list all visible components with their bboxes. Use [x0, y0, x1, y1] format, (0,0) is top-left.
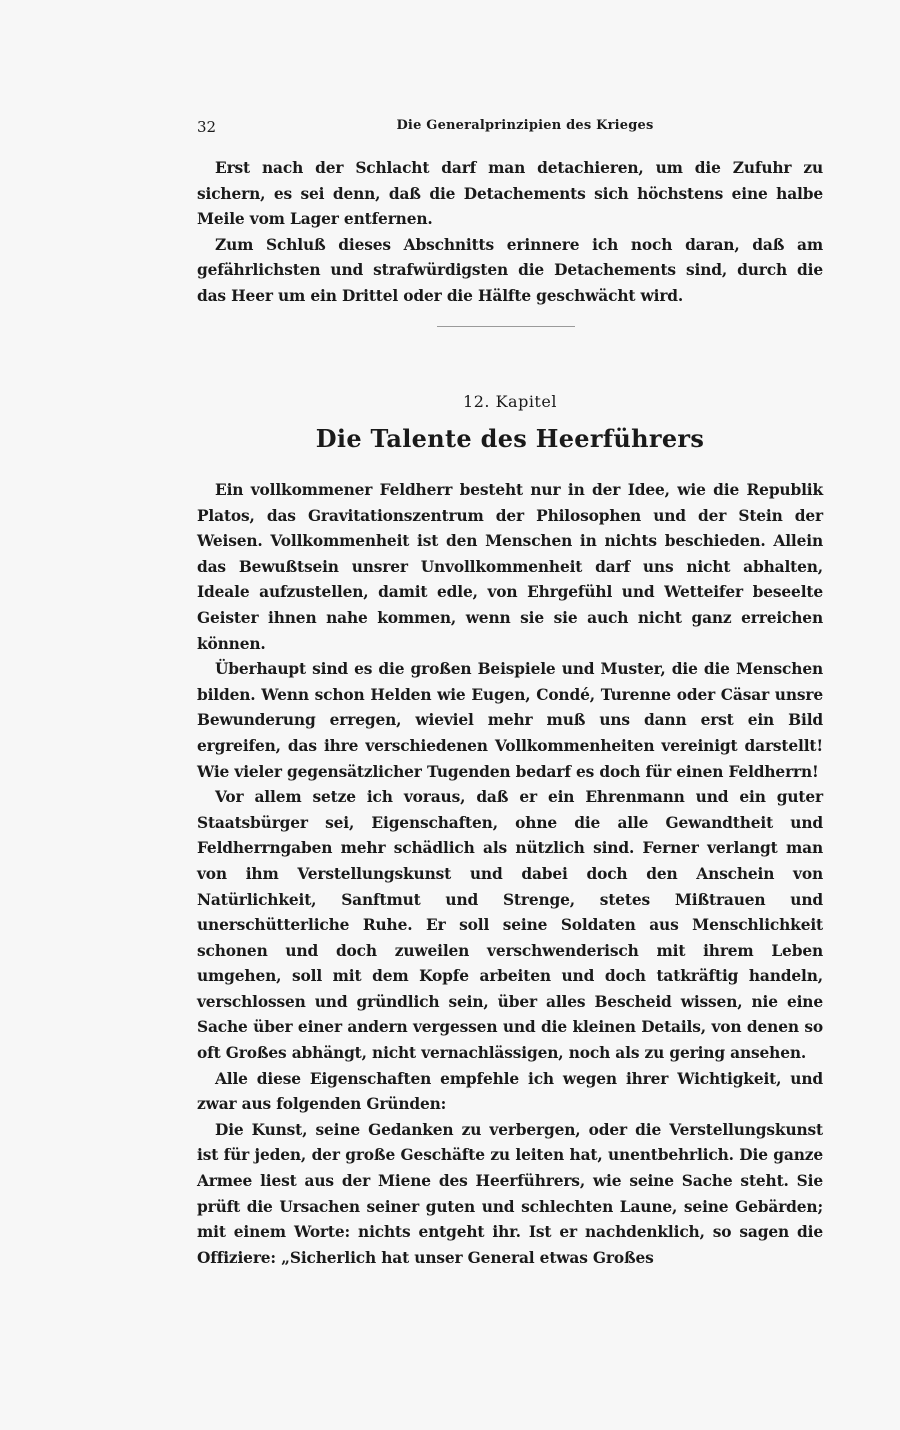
section-separator-rule: [437, 326, 575, 327]
paragraph: Zum Schluß dieses Abschnitts erinnere ich noch daran, daß am gefährlichsten und strafwürdigsten die Detachements sind, durch die das Heer um ein Drittel oder die Hälfte geschwächt wird.: [197, 235, 823, 305]
paragraph: Ein vollkommener Feldherr besteht nur in der Idee, wie die Republik Platos, das Gravitationszentrum der Philosophen und der Stein der Weisen. Vollkommenheit ist den Menschen in nichts beschieden. Allein das Bewußtsein unsrer Unvollkommenheit darf uns nicht abhalten, Ideale aufzustellen, damit edle, von Ehrgefühl und Wetteifer beseelte Geister ihnen nahe kommen, wenn sie sie auch nicht ganz erreichen können.: [197, 481, 823, 653]
running-title: Die Generalprinzipien des Krieges: [396, 118, 654, 133]
previous-section-text: [197, 156, 823, 310]
chapter-body: [197, 478, 823, 1271]
page-number: 32: [197, 118, 217, 136]
paragraph: Alle diese Eigenschaften empfehle ich wegen ihrer Wichtigkeit, und zwar aus folgenden Gründen:: [197, 1069, 823, 1114]
paragraph: Die Kunst, seine Gedanken zu verbergen, oder die Verstellungskunst ist für jeden, der große Geschäfte zu leiten hat, unentbehrlich. Die ganze Armee liest aus der Miene des Heerführers, wie seine Sache steht. Sie prüft die Ursachen seiner guten und schlechten Laune, seine Gebärden; mit einem Worte: nichts entgeht ihr. Ist er nachdenklich, so sagen die Offiziere: „Sicherlich hat unser General etwas Großes: [197, 1120, 823, 1267]
paragraph: Erst nach der Schlacht darf man detachieren, um die Zufuhr zu sichern, es sei denn, daß die Detachements sich höchstens eine halbe Meile vom Lager entfernen.: [197, 159, 823, 229]
running-head: [197, 118, 823, 138]
paragraph: Vor allem setze ich voraus, daß er ein Ehrenmann und ein guter Staatsbürger sei, Eigenschaften, ohne die alle Gewandtheit und Feldherrngaben mehr schädlich als nützlich sind. Ferner verlangt man von ihm Verstellungskunst und dabei doch den Anschein von Natürlichkeit, Sanftmut und Strenge, stetes Mißtrauen und unerschütterliche Ruhe. Er soll seine Soldaten aus Menschlichkeit schonen und doch zuweilen verschwenderisch mit ihrem Leben umgehen, soll mit dem Kopfe arbeiten und doch tatkräftig handeln, verschlossen und gründlich sein, über alles Bescheid wissen, nie eine Sache über einer andern vergessen und die kleinen Details, von denen so oft Großes abhängt, nicht vernachlässigen, noch als zu gering ansehen.: [197, 788, 823, 1063]
chapter-title: Die Talente des Heerführers: [315, 424, 705, 453]
paragraph: Überhaupt sind es die großen Beispiele und Muster, die die Menschen bilden. Wenn schon Helden wie Eugen, Condé, Turenne oder Cäsar unsre Bewunderung erregen, wieviel mehr muß uns dann erst ein Bild ergreifen, das ihre verschiedenen Vollkommenheiten vereinigt darstellt! Wie vieler gegensätzlicher Tugenden bedarf es doch für einen Feldherrn!: [197, 660, 823, 781]
chapter-number: 12. Kapitel: [463, 392, 557, 411]
